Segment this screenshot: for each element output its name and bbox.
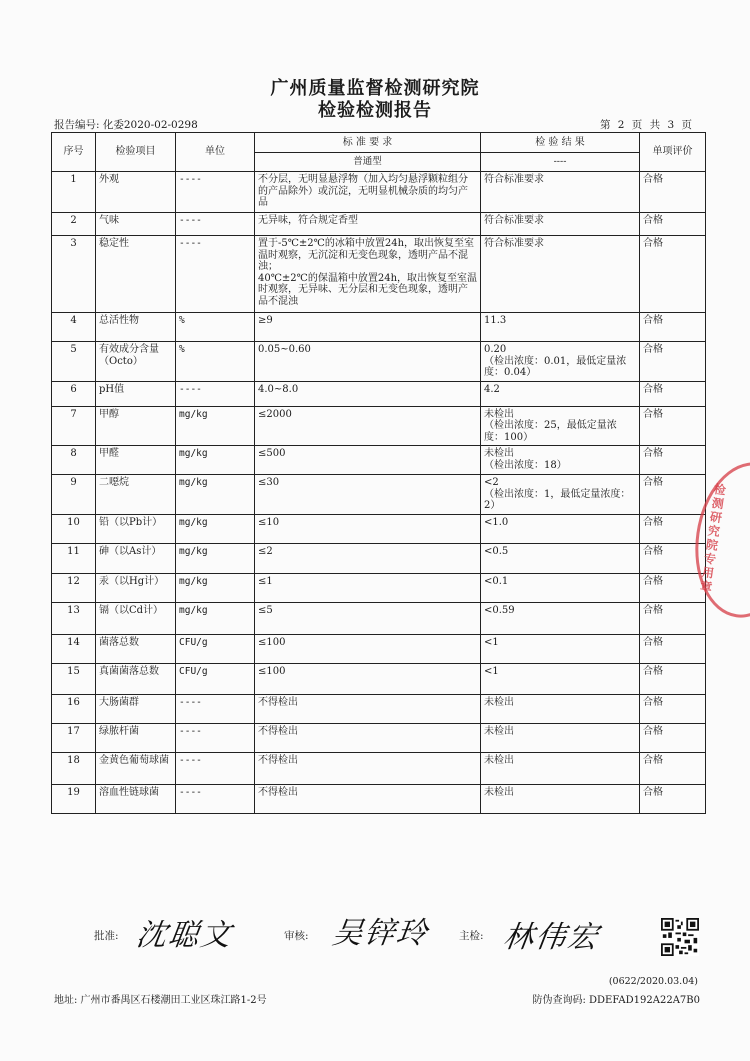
cell-verdict: 合格 xyxy=(640,543,706,573)
cell-standard: ≤100 xyxy=(255,634,481,663)
table-row xyxy=(52,342,706,382)
cell-no: 5 xyxy=(52,342,96,382)
cell-standard: ≤2000 xyxy=(255,406,481,446)
cell-unit: CFU/g xyxy=(176,634,255,663)
cell-result: <2 （检出浓度：1，最低定量浓度：2） xyxy=(481,475,640,515)
cell-no: 2 xyxy=(52,213,96,236)
footer-address: 地址: 广州市番禺区石楼潮田工业区珠江路1-2号 xyxy=(54,995,267,1006)
table-row xyxy=(52,475,706,515)
cell-unit: mg/kg xyxy=(176,475,255,515)
header-item: 检验项目 xyxy=(96,133,176,172)
cell-verdict: 合格 xyxy=(640,446,706,475)
cell-verdict: 合格 xyxy=(640,475,706,515)
cell-verdict: 合格 xyxy=(640,406,706,446)
cell-standard: ≤500 xyxy=(255,446,481,475)
cell-no: 7 xyxy=(52,406,96,446)
table-row xyxy=(52,634,706,663)
cell-no: 8 xyxy=(52,446,96,475)
cell-item: 二噁烷 xyxy=(96,475,176,515)
cell-unit: % xyxy=(176,313,255,342)
cell-result: 未检出 xyxy=(481,694,640,723)
institute-name: 广州质量监督检测研究院 xyxy=(270,78,480,99)
cell-item: 金黄色葡萄球菌 xyxy=(96,752,176,784)
cell-item: 稳定性 xyxy=(96,236,176,313)
cell-result: 未检出 xyxy=(481,784,640,813)
cell-result: 未检出 xyxy=(481,752,640,784)
cell-result: <1 xyxy=(481,634,640,663)
cell-result: <0.5 xyxy=(481,543,640,573)
cell-no: 11 xyxy=(52,543,96,573)
cell-standard: 不得检出 xyxy=(255,694,481,723)
review-signature: 吴锌玲 xyxy=(330,916,431,951)
cell-standard: ≤2 xyxy=(255,543,481,573)
cell-item: 甲醛 xyxy=(96,446,176,475)
cell-item: 砷（以As计） xyxy=(96,543,176,573)
cell-result: 符合标准要求 xyxy=(481,172,640,213)
table-row xyxy=(52,663,706,694)
cell-unit: ---- xyxy=(176,752,255,784)
cell-item: 汞（以Hg计） xyxy=(96,573,176,602)
cell-standard: 无异味，符合规定香型 xyxy=(255,213,481,236)
cell-verdict: 合格 xyxy=(640,723,706,752)
table-row xyxy=(52,723,706,752)
cell-standard: 4.0~8.0 xyxy=(255,381,481,406)
cell-standard: 不得检出 xyxy=(255,723,481,752)
cell-verdict: 合格 xyxy=(640,752,706,784)
cell-standard: 置于-5℃±2℃的冰箱中放置24h，取出恢复至室温时观察，无沉淀和无变色现象，透明产品不混浊； 40℃±2℃的保温箱中放置24h，取出恢复至室温时观察，无异味、无分层和无变色现象，透明产品不混浊 xyxy=(255,236,481,313)
cell-verdict: 合格 xyxy=(640,514,706,543)
cell-result: 未检出 （检出浓度：18） xyxy=(481,446,640,475)
cell-result: 0.20 （检出浓度：0.01，最低定量浓度：0.04） xyxy=(481,342,640,382)
cell-standard: ≤10 xyxy=(255,514,481,543)
cell-result: <1.0 xyxy=(481,514,640,543)
cell-item: 甲醇 xyxy=(96,406,176,446)
cell-unit: mg/kg xyxy=(176,543,255,573)
cell-no: 15 xyxy=(52,663,96,694)
table-row xyxy=(52,784,706,813)
cell-standard: ≤1 xyxy=(255,573,481,602)
cell-item: 镉（以Cd计） xyxy=(96,602,176,634)
cell-verdict: 合格 xyxy=(640,381,706,406)
cell-unit: ---- xyxy=(176,723,255,752)
cell-standard: 不得检出 xyxy=(255,784,481,813)
table-row xyxy=(52,543,706,573)
cell-unit: CFU/g xyxy=(176,663,255,694)
cell-verdict: 合格 xyxy=(640,213,706,236)
cell-no: 9 xyxy=(52,475,96,515)
cell-item: 菌落总数 xyxy=(96,634,176,663)
cell-unit: % xyxy=(176,342,255,382)
header-verdict: 单项评价 xyxy=(640,133,706,172)
cell-standard: 不分层，无明显悬浮物（加入均匀悬浮颗粒组分的产品除外）或沉淀，无明显机械杂质的均匀产品 xyxy=(255,172,481,213)
cell-item: 溶血性链球菌 xyxy=(96,784,176,813)
header-result-sub: ---- xyxy=(481,153,640,172)
cell-no: 14 xyxy=(52,634,96,663)
cell-unit: mg/kg xyxy=(176,406,255,446)
cell-item: 气味 xyxy=(96,213,176,236)
cell-verdict: 合格 xyxy=(640,784,706,813)
cell-result: 符合标准要求 xyxy=(481,213,640,236)
review-label: 审核: xyxy=(284,930,309,942)
cell-result: <0.59 xyxy=(481,602,640,634)
header-standard-type: 普通型 xyxy=(255,153,481,172)
cell-no: 13 xyxy=(52,602,96,634)
cell-unit: mg/kg xyxy=(176,573,255,602)
table-row xyxy=(52,446,706,475)
document-code-reference: (0622/2020.03.04) xyxy=(608,976,698,987)
approve-signature: 沈聪文 xyxy=(134,918,235,953)
cell-result: 未检出 xyxy=(481,723,640,752)
cell-verdict: 合格 xyxy=(640,573,706,602)
report-number: 报告编号: 化委2020-02-0298 xyxy=(54,119,198,131)
cell-unit: ---- xyxy=(176,381,255,406)
cell-unit: ---- xyxy=(176,213,255,236)
table-row xyxy=(52,236,706,313)
cell-verdict: 合格 xyxy=(640,634,706,663)
table-row xyxy=(52,172,706,213)
cell-no: 17 xyxy=(52,723,96,752)
footer-anti-fake-code: 防伪查询码: DDEFAD192A22A7B0 xyxy=(532,995,700,1006)
cell-unit: ---- xyxy=(176,172,255,213)
page-info: 第 2 页 共 3 页 xyxy=(599,119,694,131)
cell-unit: ---- xyxy=(176,784,255,813)
cell-result: 未检出 （检出浓度：25，最低定量浓度：100） xyxy=(481,406,640,446)
header-unit: 单位 xyxy=(176,133,255,172)
approve-label: 批准: xyxy=(94,930,119,942)
cell-no: 10 xyxy=(52,514,96,543)
results-table xyxy=(51,132,706,814)
table-row xyxy=(52,573,706,602)
cell-no: 18 xyxy=(52,752,96,784)
red-seal-stamp: 检测研究院专用章 xyxy=(686,456,750,625)
header-result: 检 验 结 果 xyxy=(481,133,640,153)
header-standard: 标 准 要 求 xyxy=(255,133,481,153)
cell-verdict: 合格 xyxy=(640,172,706,213)
cell-no: 3 xyxy=(52,236,96,313)
cell-standard: ≤5 xyxy=(255,602,481,634)
cell-item: 铅（以Pb计） xyxy=(96,514,176,543)
cell-standard: 0.05~0.60 xyxy=(255,342,481,382)
cell-verdict: 合格 xyxy=(640,236,706,313)
table-row xyxy=(52,752,706,784)
cell-item: 总活性物 xyxy=(96,313,176,342)
table-row xyxy=(52,694,706,723)
cell-result: <1 xyxy=(481,663,640,694)
cell-unit: mg/kg xyxy=(176,514,255,543)
qr-code-icon xyxy=(661,918,699,956)
inspect-label: 主检: xyxy=(459,930,484,942)
cell-no: 12 xyxy=(52,573,96,602)
cell-no: 16 xyxy=(52,694,96,723)
table-row xyxy=(52,381,706,406)
table-row xyxy=(52,514,706,543)
cell-unit: ---- xyxy=(176,236,255,313)
cell-unit: mg/kg xyxy=(176,446,255,475)
cell-unit: mg/kg xyxy=(176,602,255,634)
cell-result: 符合标准要求 xyxy=(481,236,640,313)
table-row xyxy=(52,313,706,342)
cell-item: 外观 xyxy=(96,172,176,213)
cell-verdict: 合格 xyxy=(640,313,706,342)
cell-item: 大肠菌群 xyxy=(96,694,176,723)
cell-standard: 不得检出 xyxy=(255,752,481,784)
cell-item: pH值 xyxy=(96,381,176,406)
cell-no: 4 xyxy=(52,313,96,342)
cell-verdict: 合格 xyxy=(640,663,706,694)
cell-item: 绿脓杆菌 xyxy=(96,723,176,752)
cell-verdict: 合格 xyxy=(640,602,706,634)
cell-result: 11.3 xyxy=(481,313,640,342)
cell-verdict: 合格 xyxy=(640,342,706,382)
cell-result: <0.1 xyxy=(481,573,640,602)
cell-standard: ≤100 xyxy=(255,663,481,694)
cell-standard: ≥9 xyxy=(255,313,481,342)
header-no: 序号 xyxy=(52,133,96,172)
cell-item: 真菌菌落总数 xyxy=(96,663,176,694)
table-row xyxy=(52,602,706,634)
cell-no: 19 xyxy=(52,784,96,813)
cell-unit: ---- xyxy=(176,694,255,723)
document-title: 检验检测报告 xyxy=(318,100,432,121)
inspect-signature: 林伟宏 xyxy=(501,920,602,955)
cell-verdict: 合格 xyxy=(640,694,706,723)
table-row xyxy=(52,406,706,446)
cell-item: 有效成分含量（Octo） xyxy=(96,342,176,382)
cell-no: 6 xyxy=(52,381,96,406)
cell-no: 1 xyxy=(52,172,96,213)
cell-standard: ≤30 xyxy=(255,475,481,515)
cell-result: 4.2 xyxy=(481,381,640,406)
table-row xyxy=(52,213,706,236)
